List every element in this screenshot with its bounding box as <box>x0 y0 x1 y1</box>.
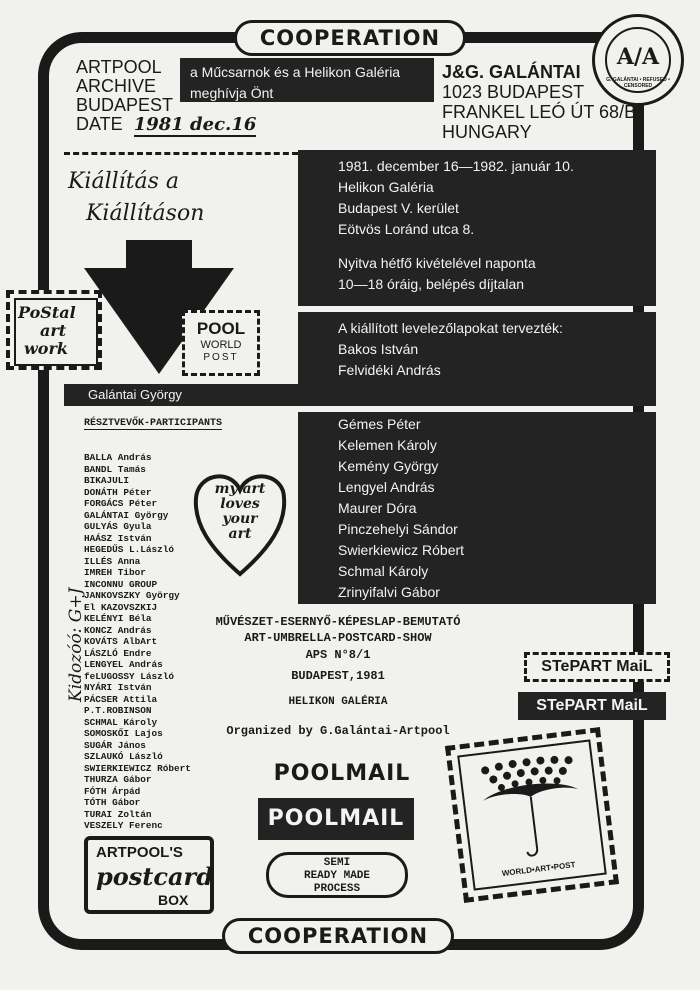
participant-name: FÓTH Árpád <box>84 785 141 797</box>
participant-name: THURZA Gábor <box>84 774 152 785</box>
handwritten-line: Kiállításon <box>86 201 205 226</box>
info-line: Eötvös Loránd utca 8. <box>338 221 475 237</box>
participant-name: ILLÉS Anna <box>84 555 141 567</box>
heart-text: loves <box>220 496 260 512</box>
show-title-line: MŰVÉSZET-ESERNYŐ-KÉPESLAP-BEMUTATÓ <box>215 615 461 629</box>
participant-name: VESZELY Ferenc <box>84 820 163 831</box>
info-line: Helikon Galéria <box>338 179 434 195</box>
seal-ring-text: G. GALÁNTAI • REFUSED • CENSORED <box>606 77 670 89</box>
participant-name: HAÁSZ István <box>84 532 152 544</box>
info-line: 1981. december 16—1982. január 10. <box>338 158 574 174</box>
participant-name: SZLAUKÓ László <box>84 751 163 762</box>
designer-name: Gémes Péter <box>338 416 421 432</box>
invitation-line: a Műcsarnok és a Helikon Galéria <box>190 64 401 80</box>
participant-name: JANKOVSZKY György <box>84 590 180 601</box>
semi-ready-made-badge <box>266 852 408 898</box>
show-title-line: ART-UMBRELLA-POSTCARD-SHOW <box>244 631 432 645</box>
participant-name: SCHMAL Károly <box>84 716 158 728</box>
stamp-text: work <box>24 339 68 358</box>
my-art-loves-your-art-heart <box>190 462 290 582</box>
handwritten-title <box>68 166 204 230</box>
show-title-line: APS N°8/1 <box>305 648 371 662</box>
postal-art-work-stamp <box>6 290 102 370</box>
stepart-mail-stamp: STePART MaiL <box>524 652 670 682</box>
invitation-line: meghívja Önt <box>190 85 274 101</box>
designer-name: Pinczehelyi Sándor <box>338 521 458 537</box>
info-block <box>298 150 656 306</box>
sender-line: FRANKEL LEÓ ÚT 68/B <box>442 102 637 122</box>
designer-name: Swierkiewicz Róbert <box>338 542 465 558</box>
postcard-box-stamp <box>84 836 214 914</box>
participant-name: SOMOSKŐI Lajos <box>84 728 163 739</box>
stamp-text: POOL <box>196 319 246 338</box>
info-line: 10—18 óráig, belépés díjtalan <box>338 276 525 292</box>
designer-name: Kemény György <box>338 458 439 474</box>
participant-name: TURAI Zoltán <box>84 808 152 820</box>
designer-name: Schmal Károly <box>338 563 429 579</box>
participant-name: LENGYEL András <box>84 659 163 670</box>
show-title-line: BUDAPEST,1981 <box>291 669 385 683</box>
cooperation-banner-top: COOPERATION <box>234 20 466 56</box>
separator <box>64 152 298 155</box>
participant-name: BALLA András <box>84 452 152 463</box>
participant-name: El KAZOVSZKIJ <box>84 601 158 613</box>
participant-name: feLUGOSSY László <box>84 670 175 682</box>
archive-line: ARCHIVE <box>76 76 157 96</box>
poolmail-stamp: POOLMAIL <box>273 761 411 786</box>
participant-name: NYÁRI István <box>84 682 152 693</box>
participant-name: SUGÁR János <box>84 739 146 751</box>
invitation-block <box>180 58 434 102</box>
umbrella-icon <box>464 746 598 870</box>
participant-name: TÓTH Gábor <box>84 797 141 808</box>
archive-line: BUDAPEST <box>76 95 174 115</box>
participant-name: PÁCSER Attila <box>84 693 158 705</box>
designers-block <box>298 312 656 386</box>
participant-name: GULYÁS Gyula <box>84 521 152 532</box>
postcard-box-text: ARTPOOL'S <box>96 844 183 861</box>
stamp-text: art <box>40 321 67 340</box>
heart-text: art <box>228 526 252 542</box>
participant-name: BANDL Tamás <box>84 463 146 475</box>
heart-text: my art <box>214 481 266 497</box>
participant-name: KELÉNYI Béla <box>84 613 152 624</box>
handwritten-line: Kiállítás a <box>68 169 180 194</box>
stepart-mail-stamp-inverted: STePART MaiL <box>518 692 666 720</box>
show-title-line: Organized by G.Galántai-Artpool <box>226 724 450 738</box>
participant-name: BIKAJULI <box>84 475 130 486</box>
archive-line: ARTPOOL <box>76 57 162 77</box>
designer-name: Bakos István <box>338 341 419 357</box>
umbrella-stamp <box>445 727 619 903</box>
designer-name: Zrinyifalvi Gábor <box>338 584 440 600</box>
show-title <box>168 614 508 746</box>
show-title-line: HELIKON GALÉRIA <box>288 696 388 708</box>
galantai-bar <box>64 384 656 406</box>
info-line <box>338 240 656 253</box>
designer-name: Maurer Dóra <box>338 500 417 516</box>
participant-name: GALÁNTAI György <box>84 509 169 521</box>
participant-name: KONCZ András <box>84 624 152 636</box>
designer-name: Felvidéki András <box>338 362 441 378</box>
handwritten-side-note: Kidozóó: G+J <box>66 587 86 702</box>
sender-address <box>442 62 636 142</box>
participant-name: IMREH Tibor <box>84 567 146 578</box>
cooperation-banner-bottom: COOPERATION <box>222 918 454 954</box>
stamp-text: POST <box>203 352 239 363</box>
semi-text: READY MADE <box>303 870 370 882</box>
designers-right-block <box>298 412 656 604</box>
designer-name: Kelemen Károly <box>338 437 437 453</box>
umbrella-stamp-text: WORLD•ART•POST <box>501 860 576 879</box>
designer-name: Lengyel András <box>338 479 435 495</box>
heart-text: your <box>222 511 258 527</box>
date-value: 1981 dec.16 <box>133 114 257 135</box>
seal-center-text: A/A <box>616 44 660 70</box>
galantai-name: Galántai György <box>88 387 182 402</box>
sender-line: 1023 BUDAPEST <box>442 82 585 102</box>
postcard-box-text: postcard <box>96 862 213 891</box>
semi-text: PROCESS <box>313 883 361 895</box>
participant-name: P.T.ROBINSON <box>84 705 152 716</box>
semi-text: SEMI <box>323 857 351 869</box>
date-label: DATE <box>76 114 123 134</box>
stamp-text: WORLD <box>200 339 242 351</box>
sender-line: HUNGARY <box>442 122 532 142</box>
participants-heading: RÉSZTVEVŐK-PARTICIPANTS <box>84 418 223 429</box>
participant-name: KOVÁTS AlbArt <box>84 636 158 647</box>
designers-heading: A kiállított levelezőlapokat tervezték: <box>338 320 563 336</box>
participant-name: LÁSZLÓ Endre <box>84 647 152 659</box>
info-line: Budapest V. kerület <box>338 200 459 216</box>
participant-name: FORGÁCS Péter <box>84 498 158 509</box>
participant-name: HEGEDŰS L.László <box>84 544 175 555</box>
participant-name: DONÁTH Péter <box>84 486 152 498</box>
postcard-box-text: BOX <box>158 892 189 908</box>
pool-world-post-stamp <box>182 310 260 376</box>
poolmail-stamp-inverted: POOLMAIL <box>258 798 414 840</box>
participant-name: INCONNU GROUP <box>84 578 158 590</box>
participant-name: SWIERKIEWICZ Róbert <box>84 762 191 774</box>
stamp-text: PoStal <box>18 303 76 322</box>
info-line: Nyitva hétfő kivételével naponta <box>338 255 536 271</box>
sender-line: J&G. GALÁNTAI <box>442 62 581 82</box>
